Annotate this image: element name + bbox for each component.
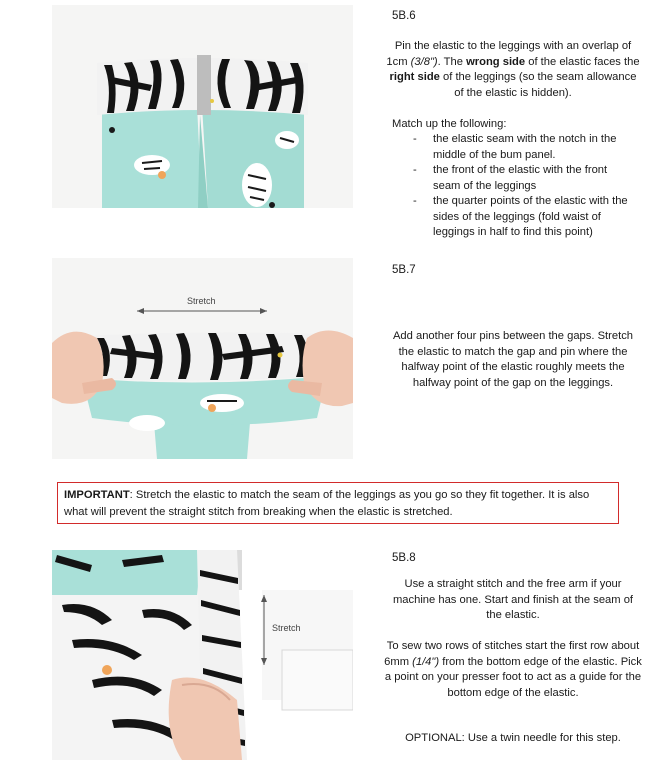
step-5b8-paragraph-2 bbox=[384, 639, 642, 701]
wrong-side-emphasis: wrong side bbox=[466, 55, 526, 68]
step-5b8-optional: OPTIONAL: Use a twin needle for this step. bbox=[405, 732, 621, 744]
list-item: - the front of the elastic with the front seam of the leggings bbox=[393, 163, 631, 194]
stretch-label: Stretch bbox=[272, 623, 301, 633]
list-item: - the elastic seam with the notch in the middle of the bum panel. bbox=[393, 132, 631, 163]
match-list bbox=[393, 132, 631, 241]
text-part: of the leggings (so the seam allowance of the elastic is hidden). bbox=[439, 71, 637, 99]
leggings-elastic-photo bbox=[52, 5, 353, 208]
match-intro: Match up the following: bbox=[392, 118, 507, 130]
step-5b7-paragraph: Add another four pins between the gaps. Stretch the elastic to match the gap and pin where the halfway point of the elastic roughly meets the halfway point of the gap on the leggings. bbox=[392, 330, 634, 389]
step-number-5b6: 5B.6 bbox=[392, 10, 416, 22]
text-part: from the bottom edge of the elastic. Pick a point on your presser foot to act as a guide for the bottom edge of the elastic. bbox=[384, 655, 642, 699]
stretching-elastic-photo bbox=[52, 258, 353, 459]
stretch-label: Stretch bbox=[187, 296, 216, 306]
measure-imperial: (1/4") bbox=[412, 655, 440, 668]
step-5b6-photo bbox=[52, 5, 353, 208]
important-text: : Stretch the elastic to match the seam of the leggings as you go so they fit together. It is also what will prevent the straight stitch from breaking when the elastic is stretched. bbox=[64, 489, 590, 518]
measure-imperial: (3/8") bbox=[410, 55, 438, 68]
text-part: of the elastic faces the bbox=[525, 55, 640, 68]
text-part: . The bbox=[437, 55, 467, 68]
step-5b8-photo bbox=[52, 550, 353, 760]
sewing-machine-photo bbox=[52, 550, 353, 760]
step-number-5b7: 5B.7 bbox=[392, 264, 416, 276]
step-5b7-photo bbox=[52, 258, 353, 459]
step-number-5b8: 5B.8 bbox=[392, 552, 416, 564]
step-5b8-paragraph-1: Use a straight stitch and the free arm if your machine has one. Start and finish at the seam of the elastic. bbox=[392, 578, 634, 621]
list-item: - the quarter points of the elastic with the sides of the leggings (fold waist of leggings in half to find this point) bbox=[393, 194, 631, 241]
right-side-emphasis: right side bbox=[389, 71, 440, 83]
text-part: Pin the elastic to the leggings with an overlap of 1cm bbox=[386, 40, 632, 68]
step-5b6-paragraph bbox=[384, 39, 642, 101]
important-note bbox=[57, 482, 619, 524]
text-part: To sew two rows of stitches start the first row about 6mm bbox=[384, 640, 640, 668]
important-label: IMPORTANT bbox=[64, 489, 130, 501]
